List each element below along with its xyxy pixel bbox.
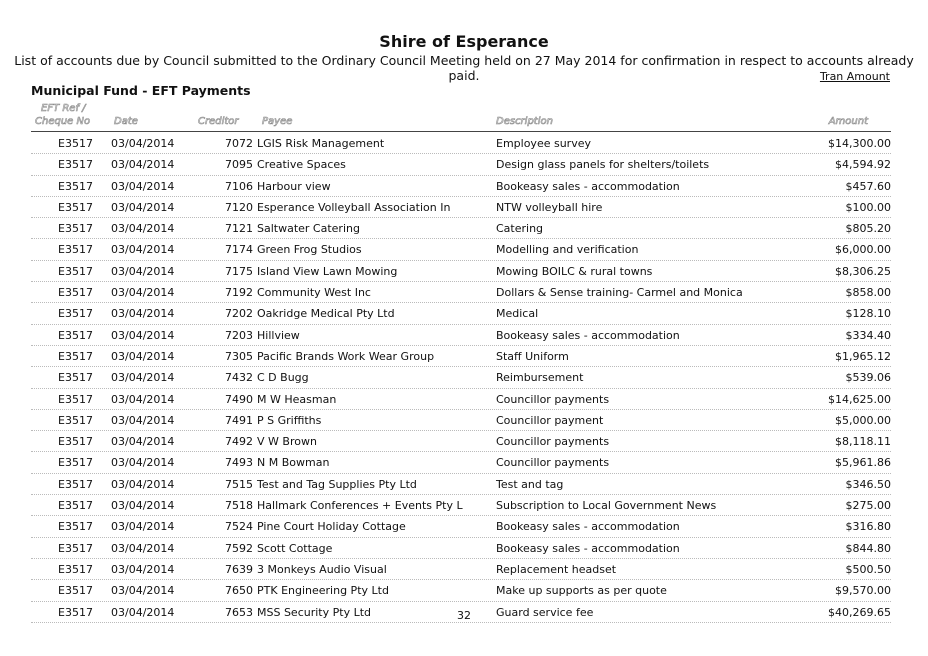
cell-description: Guard service fee: [496, 605, 594, 619]
cell-date: 03/04/2014: [111, 328, 175, 342]
table-row: [31, 303, 891, 324]
cell-description: Test and tag: [496, 477, 564, 491]
cell-payee: Harbour view: [257, 179, 331, 193]
cell-creditor: 7518: [225, 499, 253, 513]
cell-amount: $457.60: [845, 179, 891, 193]
cell-ref: E3517: [58, 413, 93, 427]
cell-date: 03/04/2014: [111, 222, 175, 236]
table-row: [31, 346, 891, 367]
cell-amount: $5,961.86: [835, 456, 891, 470]
cell-description: Staff Uniform: [496, 349, 569, 363]
cell-amount: $1,965.12: [835, 349, 891, 363]
cell-ref: E3517: [58, 562, 93, 576]
cell-ref: E3517: [58, 477, 93, 491]
cell-date: 03/04/2014: [111, 477, 175, 491]
cell-amount: $8,306.25: [835, 264, 891, 278]
cell-payee: Pine Court Holiday Cottage: [257, 520, 406, 534]
cell-payee: PTK Engineering Pty Ltd: [257, 584, 389, 598]
cell-payee: M W Heasman: [257, 392, 337, 406]
cell-ref: E3517: [58, 179, 93, 193]
cell-creditor: 7493: [225, 456, 253, 470]
cell-description: Reimbursement: [496, 371, 584, 385]
cell-payee: Hallmark Conferences + Events Pty L: [257, 499, 463, 513]
cell-amount: $40,269.65: [828, 605, 891, 619]
cell-creditor: 7653: [225, 605, 253, 619]
cell-date: 03/04/2014: [111, 137, 175, 150]
cell-payee: Pacific Brands Work Wear Group: [257, 349, 435, 363]
cell-description: Employee survey: [496, 137, 591, 150]
cell-creditor: 7432: [225, 371, 253, 385]
cell-payee: Test and Tag Supplies Pty Ltd: [257, 477, 417, 491]
cell-amount: $500.50: [845, 562, 891, 576]
cell-payee: C D Bugg: [257, 371, 309, 385]
cell-date: 03/04/2014: [111, 158, 175, 172]
cell-ref: E3517: [58, 222, 93, 236]
cell-ref: E3517: [58, 137, 93, 150]
section-heading: Municipal Fund - EFT Payments: [31, 83, 251, 98]
cell-date: 03/04/2014: [111, 562, 175, 576]
cell-date: 03/04/2014: [111, 435, 175, 449]
cell-description: Councillor payments: [496, 392, 610, 406]
table-row: [31, 431, 891, 452]
cell-ref: E3517: [58, 541, 93, 555]
table-row: [31, 197, 891, 218]
cell-creditor: 7305: [225, 349, 253, 363]
cell-creditor: 7106: [225, 179, 253, 193]
column-header-amount: Amount: [828, 116, 868, 127]
cell-amount: $805.20: [845, 222, 891, 236]
cell-creditor: 7592: [225, 541, 253, 555]
cell-description: Dollars & Sense training- Carmel and Monica: [496, 286, 743, 300]
page-number: 32: [457, 609, 471, 622]
cell-amount: $100.00: [845, 200, 891, 214]
cell-creditor: 7203: [225, 328, 253, 342]
table-row: [31, 389, 891, 410]
page-subtitle: List of accounts due by Council submitted to the Ordinary Council Meeting held on 27 May 2014 for confirmation in respect to accounts already paid.: [14, 53, 914, 83]
cell-payee: Esperance Volleyball Association In: [257, 200, 451, 214]
column-header-description: Description: [496, 116, 553, 127]
cell-payee: N M Bowman: [257, 456, 330, 470]
cell-description: Make up supports as per quote: [496, 584, 667, 598]
cell-date: 03/04/2014: [111, 499, 175, 513]
cell-creditor: 7639: [225, 562, 253, 576]
cell-payee: Oakridge Medical Pty Ltd: [257, 307, 395, 321]
cell-amount: $316.80: [845, 520, 891, 534]
table-row: [31, 516, 891, 537]
page-title: Shire of Esperance: [379, 32, 549, 51]
cell-ref: E3517: [58, 371, 93, 385]
cell-ref: E3517: [58, 307, 93, 321]
cell-creditor: 7491: [225, 413, 253, 427]
cell-amount: $334.40: [845, 328, 891, 342]
cell-description: Design glass panels for shelters/toilets: [496, 158, 710, 172]
cell-ref: E3517: [58, 605, 93, 619]
cell-date: 03/04/2014: [111, 179, 175, 193]
table-row: [31, 367, 891, 388]
cell-date: 03/04/2014: [111, 605, 175, 619]
table-row: [31, 239, 891, 260]
table-row: [31, 410, 891, 431]
cell-date: 03/04/2014: [111, 413, 175, 427]
table-row: [31, 452, 891, 473]
cell-payee: Saltwater Catering: [257, 222, 360, 236]
cell-ref: E3517: [58, 520, 93, 534]
cell-payee: MSS Security Pty Ltd: [257, 605, 371, 619]
column-header-ref-line1: EFT Ref /: [41, 103, 86, 114]
table-row: [31, 538, 891, 559]
cell-description: NTW volleyball hire: [496, 200, 603, 214]
cell-creditor: 7515: [225, 477, 253, 491]
cell-description: Medical: [496, 307, 539, 321]
cell-creditor: 7120: [225, 200, 253, 214]
cell-date: 03/04/2014: [111, 392, 175, 406]
cell-creditor: 7121: [225, 222, 253, 236]
cell-description: Subscription to Local Government News: [496, 499, 717, 513]
cell-creditor: 7095: [225, 158, 253, 172]
cell-date: 03/04/2014: [111, 371, 175, 385]
cell-creditor: 7072: [225, 137, 253, 150]
cell-payee: Green Frog Studios: [257, 243, 362, 257]
cell-description: Catering: [496, 222, 544, 236]
table-row: [31, 133, 891, 154]
cell-date: 03/04/2014: [111, 456, 175, 470]
cell-ref: E3517: [58, 584, 93, 598]
cell-description: Councillor payments: [496, 435, 610, 449]
cell-description: Bookeasy sales - accommodation: [496, 328, 680, 342]
tran-amount-label: Tran Amount: [819, 70, 890, 83]
table-row: [31, 154, 891, 175]
cell-amount: $14,625.00: [828, 392, 891, 406]
cell-amount: $4,594.92: [835, 158, 891, 172]
cell-ref: E3517: [58, 435, 93, 449]
column-header-date: Date: [114, 116, 138, 127]
cell-amount: $858.00: [845, 286, 891, 300]
cell-creditor: 7174: [225, 243, 253, 257]
cell-description: Replacement headset: [496, 562, 617, 576]
table-row: [31, 325, 891, 346]
cell-date: 03/04/2014: [111, 307, 175, 321]
cell-description: Mowing BOILC & rural towns: [496, 264, 653, 278]
cell-creditor: 7192: [225, 286, 253, 300]
cell-date: 03/04/2014: [111, 200, 175, 214]
cell-amount: $346.50: [845, 477, 891, 491]
cell-amount: $9,570.00: [835, 584, 891, 598]
cell-amount: $8,118.11: [835, 435, 891, 449]
cell-amount: $844.80: [845, 541, 891, 555]
cell-date: 03/04/2014: [111, 243, 175, 257]
cell-description: Councillor payments: [496, 456, 610, 470]
column-header-payee: Payee: [262, 116, 293, 127]
cell-date: 03/04/2014: [111, 264, 175, 278]
cell-date: 03/04/2014: [111, 286, 175, 300]
table-row: [31, 474, 891, 495]
table-row: [31, 176, 891, 197]
cell-creditor: 7202: [225, 307, 253, 321]
cell-amount: $14,300.00: [828, 137, 891, 150]
cell-date: 03/04/2014: [111, 584, 175, 598]
cell-date: 03/04/2014: [111, 520, 175, 534]
cell-ref: E3517: [58, 456, 93, 470]
cell-ref: E3517: [58, 286, 93, 300]
cell-ref: E3517: [58, 243, 93, 257]
column-header-ref-line2: Cheque No: [35, 116, 91, 127]
cell-payee: P S Griffiths: [257, 413, 322, 427]
table-row: [31, 261, 891, 282]
cell-amount: $6,000.00: [835, 243, 891, 257]
cell-description: Modelling and verification: [496, 243, 639, 257]
cell-amount: $5,000.00: [835, 413, 891, 427]
cell-description: Councillor payment: [496, 413, 604, 427]
table-row: [31, 282, 891, 303]
cell-payee: Creative Spaces: [257, 158, 346, 172]
cell-creditor: 7490: [225, 392, 253, 406]
cell-payee: 3 Monkeys Audio Visual: [257, 562, 387, 576]
cell-date: 03/04/2014: [111, 349, 175, 363]
cell-payee: V W Brown: [257, 435, 317, 449]
cell-amount: $539.06: [845, 371, 891, 385]
table-row: [31, 580, 891, 601]
table-row: [31, 495, 891, 516]
header-divider: [31, 131, 891, 132]
cell-date: 03/04/2014: [111, 541, 175, 555]
cell-creditor: 7492: [225, 435, 253, 449]
cell-description: Bookeasy sales - accommodation: [496, 179, 680, 193]
column-header-creditor: Creditor: [198, 116, 239, 127]
payments-table: [31, 133, 891, 623]
cell-ref: E3517: [58, 200, 93, 214]
table-row: [31, 559, 891, 580]
cell-description: Bookeasy sales - accommodation: [496, 520, 680, 534]
cell-ref: E3517: [58, 264, 93, 278]
cell-ref: E3517: [58, 158, 93, 172]
cell-creditor: 7175: [225, 264, 253, 278]
cell-amount: $275.00: [845, 499, 891, 513]
cell-payee: Community West Inc: [257, 286, 371, 300]
cell-creditor: 7524: [225, 520, 253, 534]
cell-description: Bookeasy sales - accommodation: [496, 541, 680, 555]
cell-payee: Scott Cottage: [257, 541, 333, 555]
cell-ref: E3517: [58, 349, 93, 363]
cell-creditor: 7650: [225, 584, 253, 598]
cell-ref: E3517: [58, 392, 93, 406]
cell-payee: Island View Lawn Mowing: [257, 264, 398, 278]
cell-ref: E3517: [58, 499, 93, 513]
cell-payee: Hillview: [257, 328, 300, 342]
cell-ref: E3517: [58, 328, 93, 342]
table-row: [31, 218, 891, 239]
cell-amount: $128.10: [845, 307, 891, 321]
cell-payee: LGIS Risk Management: [257, 137, 385, 150]
